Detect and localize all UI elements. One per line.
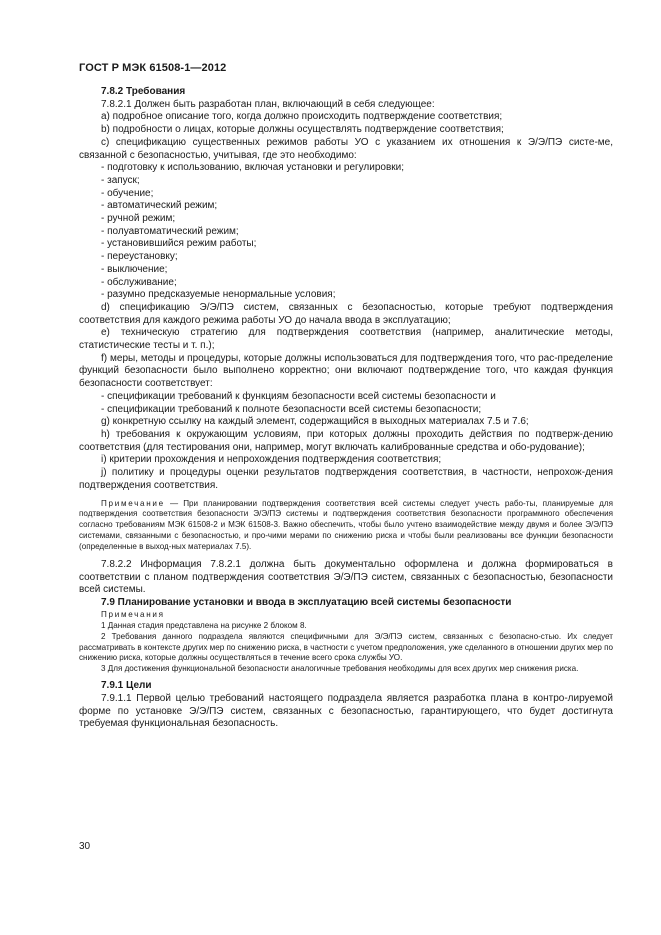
paragraph-7-8-2-1: 7.8.2.1 Должен быть разработан план, включающий в себя следующее: <box>101 98 435 110</box>
paragraph-7-9-1-1: 7.9.1.1 Первой целью требований настоящего подраздела является разработка плана в контро-лируемой форме по установке Э/Э/ПЭ систем, связанных с безопасностью, гарантирующего, что будет достигнута требуемая функциональная безопасность. <box>79 692 613 730</box>
note-text: — При планировании подтверждения соответствия всей системы следует учесть рабо-ты, планируемые для подтверждения соответствия безопасности Э/Э/ПЭ системы и подтверждения соответствия безопасности программного обеспечения согласно требованиям МЭК 61508-2 и МЭК 61508-3. Важно обеспечить, чтобы было учтено взаимодействие между двумя и более Э/Э/ПЭ системами, связанными с безопасностью, и про-чими мерами по снижению риска и чтобы были реализованы все функции безопасности (определенные в выход-ных материалах 7.5). <box>79 498 613 552</box>
mode-item: - выключение; <box>101 263 168 275</box>
mode-item: - ручной режим; <box>101 213 176 225</box>
list-item-i: i) критерии прохождения и непрохождения подтверждения соответствия; <box>101 454 442 466</box>
notes-label: Примечания <box>101 609 165 619</box>
note-item: 2 Требования данного подраздела являются специфичными для Э/Э/ПЭ систем, связанных с безопасно-стью. Их следует рассматривать в контексте других мер по снижению риска, в частности с учетом предположения, уже сделанного в отношении других мер по снижению риска, которые должны осуществляться в течение всего срока службы УО. <box>79 631 614 663</box>
section-heading-7-9: 7.9 Планирование установки и ввода в эксплуатацию всей системы безопасности <box>101 597 512 609</box>
list-item-a: a) подробное описание того, когда должно происходить подтверждение соответствия; <box>101 111 503 123</box>
mode-item: - установившийся режим работы; <box>101 238 257 250</box>
mode-item: - разумно предсказуемые ненормальные условия; <box>101 289 336 301</box>
mode-item: - подготовку к использованию, включая установки и регулировки; <box>101 162 405 174</box>
list-item-b: b) подробности о лицах, которые должны осуществлять подтверждение соответствия; <box>101 124 504 136</box>
note-label: Примечание <box>101 498 165 508</box>
section-heading-7-8-2: 7.8.2 Требования <box>101 86 186 97</box>
mode-item: - автоматический режим; <box>101 200 218 212</box>
mode-item: - обслуживание; <box>101 276 177 288</box>
list-item-h: h) требования к окружающим условиям, при которых должны проходить действия по подтверж-дению соответствия (для тестирования они, например, могут включать калиброванные средства и обо-рудование); <box>79 428 613 453</box>
note-item: 3 Для достижения функциональной безопасности аналогичные требования необходимы для всех других мер снижения риска. <box>101 664 579 674</box>
paragraph-7-8-2-2: 7.8.2.2 Информация 7.8.2.1 должна быть документально оформлена и должна формироваться в соответствии с планом подтверждения соответствия Э/Э/ПЭ систем, связанных с безопасностью, безопасности всей системы. <box>79 559 613 596</box>
page-number: 30 <box>79 841 91 852</box>
mode-item: - переустановку; <box>101 251 178 263</box>
note-7-8-2 <box>79 499 613 554</box>
list-item-f: f) меры, методы и процедуры, которые должны использоваться для подтверждения того, что рас-пределение функций безопасности было выполнено корректно; они включают подтверждение того, что каждая функция безопасности соответствует: <box>79 352 613 390</box>
list-item-e: e) техническую стратегию для подтверждения соответствия (например, аналитические методы, статистические тесты и т. п.); <box>79 327 613 352</box>
page-content <box>79 86 613 731</box>
mode-item: - полуавтоматический режим; <box>101 225 239 237</box>
section-heading-7-9-1: 7.9.1 Цели <box>101 680 152 692</box>
list-item-c: c) спецификацию существенных режимов работы УО с указанием их отношения к Э/Э/ПЭ систе-мe, связанной с безопасностью, учитывая, где это необходимо: <box>79 136 613 161</box>
mode-item: - обучение; <box>101 187 154 199</box>
list-item-j: j) политику и процедуры оценки результатов подтверждения соответствия, в частности, непрохож-дения подтверждения соответствия. <box>79 467 613 491</box>
f-sub-item: - спецификации требований к функциям безопасности всей системы безопасности и <box>101 390 496 402</box>
mode-item: - запуск; <box>101 174 140 186</box>
list-item-g: g) конкретную ссылку на каждый элемент, содержащийся в выходных материалах 7.5 и 7.6; <box>101 416 529 428</box>
list-item-d: d) спецификацию Э/Э/ПЭ систем, связанных с безопасностью, которые требуют подтверждения соответствия для каждого режима работы УО до начала ввода в эксплуатацию; <box>79 301 613 326</box>
f-sub-item: - спецификации требований к полноте безопасности всей системы безопасности; <box>101 403 482 415</box>
document-header: ГОСТ Р МЭК 61508-1—2012 <box>79 62 227 74</box>
note-item: 1 Данная стадия представлена на рисунке 2 блоком 8. <box>101 620 307 630</box>
